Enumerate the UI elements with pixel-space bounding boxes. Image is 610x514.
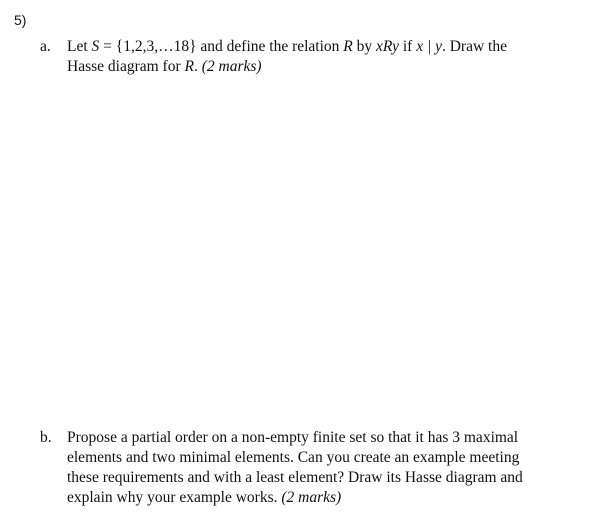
question-number: 5) [14,12,27,28]
math-relation-r: R [343,38,353,55]
part-a-text [67,37,580,77]
marks-label: (2 marks) [201,58,262,75]
text-segment: = {1,2,3,…18} and define the relation [99,38,344,55]
text-segment: . [193,58,202,75]
text-segment: explain why your example works. [67,489,282,506]
part-b-marker: b. [40,429,52,446]
math-relation-r: R [184,58,194,75]
text-segment: . Draw the [441,38,507,55]
question-part-b [40,428,580,508]
marks-label: (2 marks) [281,489,342,506]
part-a-line-1 [67,37,580,57]
part-b-line-3: these requirements and with a least element? Draw its Hasse diagram and [67,469,523,486]
part-b-line-1: Propose a partial order on a non-empty finite set so that it has 3 maximal [67,429,519,446]
text-segment: Hasse diagram for [67,58,185,75]
part-b-line-2: elements and two minimal elements. Can you create an example meeting [67,449,520,466]
part-b-line-4 [67,488,580,508]
math-xry: xRy [376,38,399,55]
question-part-a [40,37,580,77]
math-set-s: S [91,38,100,55]
text-segment: if [398,38,417,55]
text-segment: Let [67,38,92,55]
math-divides: x | y [416,38,442,55]
text-segment: by [352,38,377,55]
part-a-marker: a. [40,38,51,55]
part-b-text [67,428,580,508]
part-a-line-2 [67,57,580,77]
